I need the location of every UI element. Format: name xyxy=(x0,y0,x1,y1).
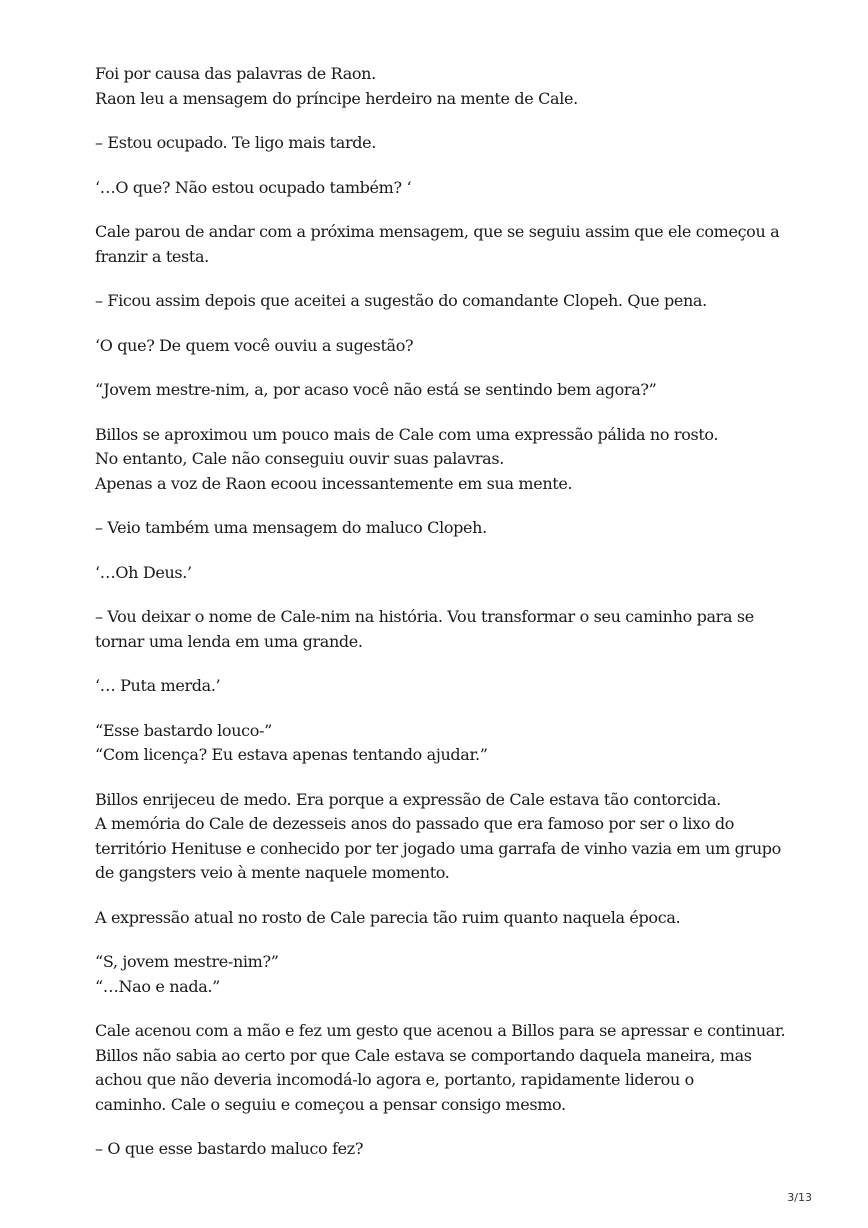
paragraph xyxy=(95,605,785,654)
text-line: Apenas a voz de Raon ecoou incessantemente em sua mente. xyxy=(95,473,573,493)
paragraph xyxy=(95,62,785,111)
paragraph xyxy=(95,950,785,999)
paragraph xyxy=(95,131,785,156)
text-line: – Vou deixar o nome de Cale-nim na história. Vou transformar o seu caminho para se xyxy=(95,607,754,626)
text-line: caminho. Cale o seguiu e começou a pensar consigo mesmo. xyxy=(95,1094,566,1114)
text-line: Billos se aproximou um pouco mais de Cale com uma expressão pálida no rosto. xyxy=(95,424,719,444)
text-line: achou que não deveria incomodá-lo agora e, portanto, rapidamente liderou o xyxy=(95,1070,694,1089)
text-line: “Jovem mestre-nim, a, por acaso você não está se sentindo bem agora?” xyxy=(95,380,657,399)
paragraph xyxy=(95,561,785,586)
text-line: “Esse bastardo louco-” xyxy=(95,720,272,740)
text-line: “…Nao e nada.” xyxy=(95,976,220,996)
paragraph xyxy=(95,378,785,403)
text-line: “S, jovem mestre-nim?” xyxy=(95,952,279,971)
text-line: ‘…Oh Deus.’ xyxy=(95,562,192,582)
text-line: – Ficou assim depois que aceitei a sugestão do comandante Clopeh. Que pena. xyxy=(95,291,707,310)
text-line: “Com licença? Eu estava apenas tentando ajudar.” xyxy=(95,745,488,764)
text-line: Billos enrijeceu de medo. Era porque a expressão de Cale estava tão contorcida. xyxy=(95,789,721,809)
text-line: Cale acenou com a mão e fez um gesto que acenou a Billos para se apressar e continuar. xyxy=(95,1021,786,1040)
text-line: franzir a testa. xyxy=(95,246,209,266)
text-line: – Estou ocupado. Te ligo mais tarde. xyxy=(95,133,376,152)
text-line: Cale parou de andar com a próxima mensagem, que se seguiu assim que ele começou a xyxy=(95,222,780,241)
text-line: Foi por causa das palavras de Raon. xyxy=(95,64,376,83)
page-number: 3/13 xyxy=(787,1191,812,1204)
paragraph xyxy=(95,516,785,541)
text-line: A memória do Cale de dezesseis anos do passado que era famoso por ser o lixo do xyxy=(95,814,735,833)
paragraph xyxy=(95,289,785,314)
paragraph xyxy=(95,1019,785,1117)
paragraph xyxy=(95,1137,785,1162)
text-line: Billos não sabia ao certo por que Cale estava se comportando daquela maneira, mas xyxy=(95,1045,752,1065)
paragraph xyxy=(95,220,785,269)
text-line: Raon leu a mensagem do príncipe herdeiro na mente de Cale. xyxy=(95,88,578,108)
paragraph xyxy=(95,334,785,359)
paragraph xyxy=(95,176,785,201)
text-line: – Veio também uma mensagem do maluco Clopeh. xyxy=(95,518,487,537)
text-line: – O que esse bastardo maluco fez? xyxy=(95,1139,364,1158)
text-line: território Henituse e conhecido por ter jogado uma garrafa de vinho vazia em um grupo xyxy=(95,838,781,858)
text-line: ‘…O que? Não estou ocupado também? ‘ xyxy=(95,177,412,197)
text-line: tornar uma lenda em uma grande. xyxy=(95,631,363,651)
paragraph xyxy=(95,423,785,497)
text-line: ‘O que? De quem você ouviu a sugestão? xyxy=(95,335,414,355)
text-line: de gangsters veio à mente naquele momento. xyxy=(95,863,450,882)
paragraph xyxy=(95,788,785,886)
paragraph xyxy=(95,719,785,768)
document-body xyxy=(95,62,785,1182)
paragraph xyxy=(95,674,785,699)
paragraph xyxy=(95,906,785,931)
text-line: No entanto, Cale não conseguiu ouvir suas palavras. xyxy=(95,449,504,468)
text-line: A expressão atual no rosto de Cale parecia tão ruim quanto naquela época. xyxy=(95,907,681,927)
text-line: ‘… Puta merda.’ xyxy=(95,676,221,695)
